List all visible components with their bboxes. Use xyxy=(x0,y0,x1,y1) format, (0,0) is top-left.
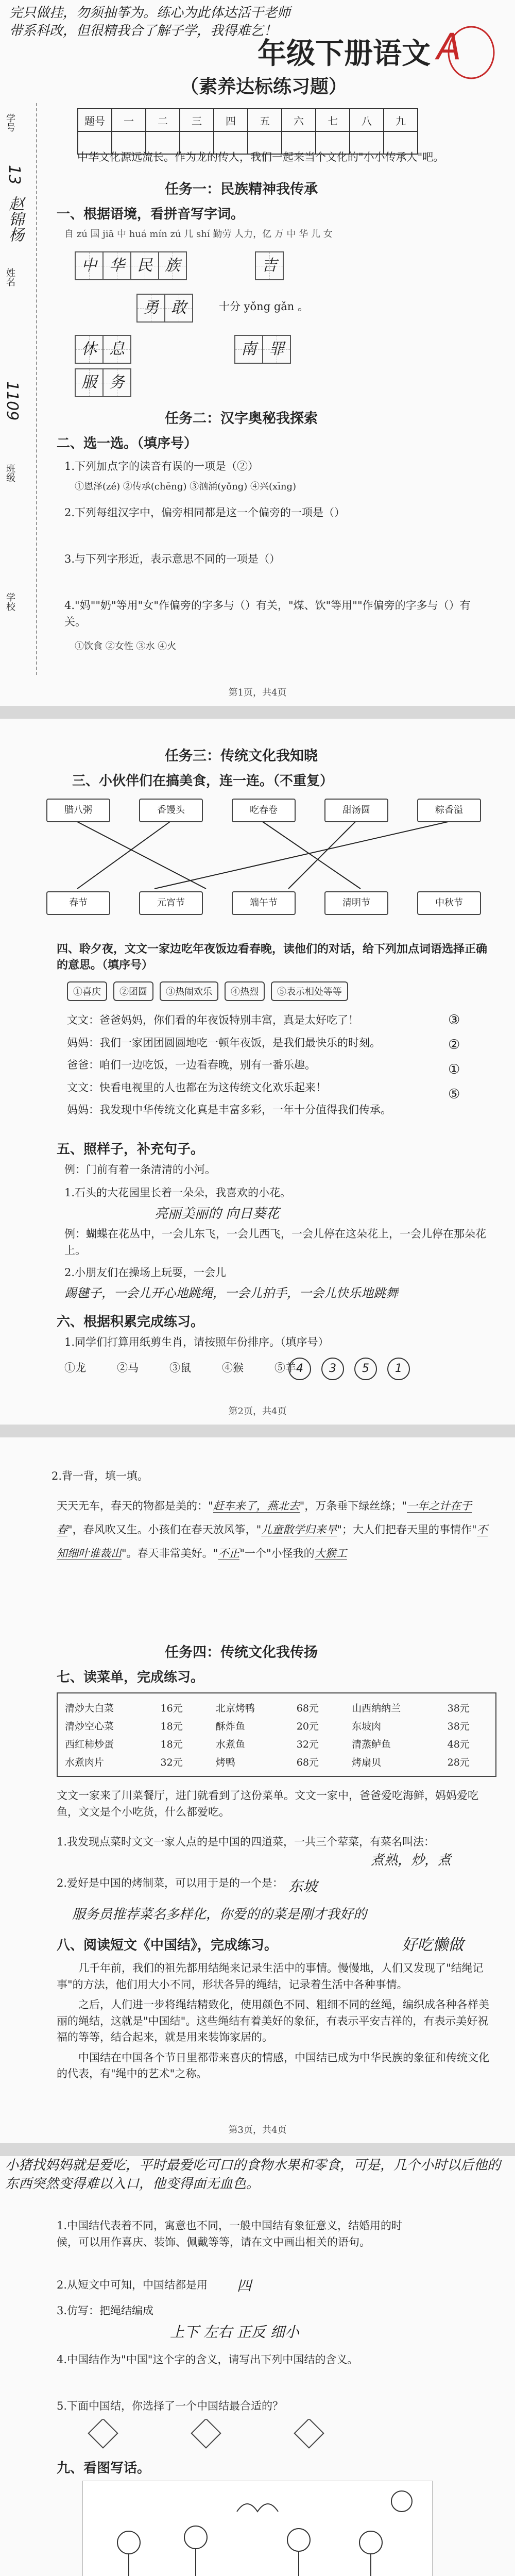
q7-item-3-answer[interactable]: 服务员推荐菜名多样化，你爱的的菜是刚才我好的 xyxy=(72,1907,367,1922)
intro-text: 中华文化源远流长。作为龙的传人，我们一起来当个文化的"小小传承人"吧。 xyxy=(77,151,444,163)
exam-subtitle: （素养达标练习题） xyxy=(180,76,348,97)
q8-item-4: 4.中国结作为"中国"这个字的含义，请写出下列中国结的含义。 xyxy=(57,2353,358,2366)
page-footer: 第1页，共4页 xyxy=(228,687,287,698)
dish-price: 38元 xyxy=(447,1703,470,1714)
q8-item-2: 2.从短文中可知，中国结都是用 xyxy=(57,2279,208,2291)
q4-option: ①喜庆 xyxy=(67,981,107,1001)
food-option[interactable]: 腊八粥 xyxy=(46,799,110,822)
q7-title: 七、读菜单，完成练习。 xyxy=(57,1670,204,1685)
dish-price: 18元 xyxy=(160,1721,183,1732)
grade-mark: A xyxy=(437,26,461,68)
q2-item-4-options: ①饮食 ②女性 ③水 ④火 xyxy=(75,641,177,652)
festival-option[interactable]: 清明节 xyxy=(324,891,388,915)
exam-page-4 xyxy=(0,2156,515,2576)
value-name[interactable]: 赵锦杨 xyxy=(6,196,24,242)
zodiac-item: ③鼠 xyxy=(169,1362,191,1374)
q1-cell[interactable]: 敢 xyxy=(164,294,193,323)
label-class: 班级 xyxy=(5,464,15,482)
q1-cell[interactable]: 南 xyxy=(234,335,263,364)
q4-option: ⑤表示相处等等 xyxy=(271,981,348,1001)
q2-item-1-options: ①恩泽(zé) ②传承(chēng) ③汹涌(yǒng) ④兴(xīng) xyxy=(75,481,297,492)
zodiac-item: ④猴 xyxy=(222,1362,244,1374)
q1-box-row-5 xyxy=(234,335,290,364)
q8-item-3: 3.仿写：把绳结编成 xyxy=(57,2304,154,2317)
q2-item-2: 2.下列每组汉字中，偏旁相同都是这一个偏旁的一项是（） xyxy=(64,506,346,519)
page-footer: 第3页，共4页 xyxy=(228,2125,287,2136)
q2-title: 二、选一选。（填序号） xyxy=(57,436,198,451)
score-header-cell: 题号 xyxy=(78,109,112,131)
dish-price: 16元 xyxy=(160,1703,183,1714)
handwritten-note-top: 完只做挂，勿须抽筝为。练心为此体达活干老师带系科改，但很精我合了解子学，我得难乞！ xyxy=(9,5,291,39)
poem-text: "；大人们把春天里的事情作" xyxy=(337,1523,477,1536)
score-header-cell: 七 xyxy=(316,109,350,131)
festival-option[interactable]: 中秋节 xyxy=(417,891,481,915)
q5-item-3: 2.小朋友们在操场上玩耍，一会儿 xyxy=(64,1266,227,1279)
q4-answer[interactable]: ⑤ xyxy=(448,1087,460,1102)
dish-price: 68元 xyxy=(296,1703,319,1714)
dialog-line: 文文：爸爸妈妈，你们看的年夜饭特别丰富，真是太好吃了！ xyxy=(67,1014,359,1026)
q1-cell[interactable]: 服 xyxy=(75,368,104,397)
picture-story-illustration xyxy=(82,2481,433,2576)
poem-answer[interactable]: 不知细叶谁裁出 xyxy=(57,1523,488,1560)
q5-item-1: 1.石头的大花园里长着一朵朵，我喜欢的小花。 xyxy=(64,1187,291,1199)
q7-item-2: 2.爱好是中国的烤制菜，可以用于是的一个是： xyxy=(57,1877,284,1889)
dish-price: 38元 xyxy=(447,1721,470,1732)
zodiac-item: ⑤羊 xyxy=(274,1362,296,1374)
dish-name: 清炒大白菜 xyxy=(65,1703,114,1714)
q4-answer[interactable]: ② xyxy=(448,1037,460,1053)
dish-name: 烤鸭 xyxy=(215,1757,235,1768)
exam-page-2 xyxy=(0,719,515,1425)
q1-cell[interactable]: 吉 xyxy=(255,251,284,280)
q1-cell[interactable]: 族 xyxy=(158,251,187,280)
q1-box-row-1 xyxy=(75,251,186,280)
score-header-cell: 九 xyxy=(384,109,418,131)
score-table xyxy=(77,108,418,155)
q5-item-2: 例：蝴蝶在花丛中，一会儿东飞，一会儿西飞，一会儿停在这朵花上，一会儿停在那朵花上。 xyxy=(64,1228,486,1257)
poem-answer[interactable]: 赶车来了，燕北去 xyxy=(213,1500,300,1512)
q1-text-2: 十分 yǒng gǎn 。 xyxy=(219,300,308,313)
q1-area xyxy=(64,227,487,392)
q3-title: 三、小伙伴们在搞美食，连一连。（不重复） xyxy=(72,773,334,789)
dialog-line: 文文：快看电视里的人也都在为这传统文化欢乐起来！ xyxy=(67,1081,327,1094)
q4-answer[interactable]: ① xyxy=(448,1062,460,1077)
menu-row xyxy=(58,1717,495,1735)
food-option[interactable]: 吃春卷 xyxy=(232,799,296,822)
dish-price: 18元 xyxy=(160,1739,183,1750)
article-paragraph: 几千年前，我们的祖先都用结绳来记录生活中的事情。慢慢地，人们又发现了"结绳记事"的方法，他们用大小不同，形状各异的绳结，记录着生活中各种事情。 xyxy=(57,1962,484,1991)
q1-box-row-6 xyxy=(75,368,130,397)
q1-cell[interactable]: 中 xyxy=(75,251,104,280)
zodiac-answer[interactable]: 5 xyxy=(354,1358,377,1380)
dish-price: 68元 xyxy=(296,1757,319,1768)
dish-price: 28元 xyxy=(447,1757,470,1768)
task1-title: 任务一：民族精神我传承 xyxy=(165,181,318,197)
q6-item-1: 1.同学们打算用纸剪生肖，请按照年份排序。（填序号） xyxy=(64,1336,329,1348)
label-name: 姓名 xyxy=(5,268,15,286)
dish-name: 山西纳纳兰 xyxy=(352,1703,401,1714)
q8-item-3-answer[interactable]: 上下 左右 正反 细小 xyxy=(170,2324,299,2341)
q1-cell[interactable]: 民 xyxy=(130,251,159,280)
q1-cell[interactable]: 勇 xyxy=(136,294,165,323)
q5-title: 五、照样子，补充句子。 xyxy=(57,1142,204,1157)
dish-name: 烤扇贝 xyxy=(352,1757,382,1768)
score-circle-icon xyxy=(443,21,500,82)
food-option[interactable]: 粽香溢 xyxy=(417,799,481,822)
menu-row xyxy=(58,1753,495,1771)
score-header-cell: 三 xyxy=(180,109,214,131)
dialog-line: 妈妈：我发现中华传统文化真是丰富多彩，一年十分值得我们传承。 xyxy=(67,1104,391,1116)
q4-answer[interactable]: ③ xyxy=(448,1012,460,1028)
task4-title: 任务四：传统文化我传扬 xyxy=(165,1645,318,1660)
festival-option[interactable]: 元宵节 xyxy=(139,891,203,915)
q2-item-3: 3.与下列字形近，表示意思不同的一项是（） xyxy=(64,553,281,565)
dish-price: 32元 xyxy=(160,1757,183,1768)
matching-lines xyxy=(0,719,515,976)
menu-row xyxy=(58,1699,495,1717)
poem-answer[interactable]: 大猴工 xyxy=(314,1547,347,1560)
festival-option[interactable]: 端午节 xyxy=(232,891,296,915)
menu-box xyxy=(57,1692,496,1777)
q5-item-3-answer[interactable]: 踢毽子，一会儿开心地跳绳，一会儿拍手，一会儿快乐地跳舞 xyxy=(64,1286,398,1300)
q1-box-row-3 xyxy=(136,294,192,323)
poem-text: " xyxy=(213,1547,218,1560)
dish-price: 48元 xyxy=(447,1739,470,1750)
task3-title: 任务三：传统文化我知晓 xyxy=(165,748,318,764)
score-header-cell: 八 xyxy=(350,109,384,131)
zodiac-answer[interactable]: 4 xyxy=(288,1358,311,1380)
value-student-no[interactable]: 13 xyxy=(5,165,23,185)
q1-cell[interactable]: 务 xyxy=(102,368,131,397)
q7-item-1-answer[interactable]: 煮熟，炒，煮 xyxy=(371,1853,452,1868)
q1-cell[interactable]: 华 xyxy=(102,251,131,280)
q6-item-2: 2.背一背，填一填。 xyxy=(52,1470,149,1482)
dish-name: 水煮肉片 xyxy=(65,1757,105,1768)
zodiac-item: ②马 xyxy=(117,1362,139,1374)
dish-price: 20元 xyxy=(296,1721,319,1732)
dish-name: 东坡肉 xyxy=(352,1721,382,1732)
dialog-line: 爸爸：咱们一边吃饭，一边看春晚，别有一番乐趣。 xyxy=(67,1059,316,1071)
label-student-no: 学号 xyxy=(5,113,15,132)
dish-name: 酥炸鱼 xyxy=(215,1721,245,1732)
zodiac-answer[interactable]: 3 xyxy=(321,1358,344,1380)
zodiac-item: ①龙 xyxy=(64,1362,86,1374)
score-header-cell: 六 xyxy=(282,109,316,131)
score-header-cell: 五 xyxy=(248,109,282,131)
article-paragraph: 之后，人们进一步将绳结精致化，使用颜色不同、粗细不同的丝绳，编织成各种各样美丽的绳结，这就是"中国结"。这些绳结有着美好的象征，有表示平安吉祥的，有表示美好祝福的等等，结合起来，就是用来装饰家居的。 xyxy=(57,1998,489,2043)
dish-price: 32元 xyxy=(296,1739,319,1750)
q4-option: ②团圆 xyxy=(113,981,153,1001)
q5-example: 例：门前有着一条清清的小河。 xyxy=(64,1163,216,1176)
q8-item-1: 1.中国结代表着不同，寓意也不同，一般中国结有象征意义，结婚用的时候，可以用作喜庆、装饰、佩戴等等，请在文中画出相关的语句。 xyxy=(57,2219,403,2248)
food-option[interactable]: 香馒头 xyxy=(139,799,203,822)
q8-item-2-answer[interactable]: 四 xyxy=(237,2277,252,2294)
handwritten-note-page4: 小猪找妈妈就是爱吃，平时最爱吃可口的食物水果和零食，可是，几个小时以后他的东西突然变得难以入口，他变得面无血色。 xyxy=(5,2158,501,2192)
q4-title: 四、聆夕夜，文文一家边吃年夜饭边看春晚，读他们的对话，给下列加点词语选择正确的意思。（填序号） xyxy=(57,942,488,972)
poem-text: "。春天非常美好。 xyxy=(122,1547,213,1560)
label-school: 学校 xyxy=(5,592,15,611)
q7-item-2-answer[interactable]: 东坡 xyxy=(288,1878,318,1895)
poem-answer[interactable]: 不正 xyxy=(218,1547,240,1560)
q4-option: ③热闹欢乐 xyxy=(160,981,218,1001)
dialog-line: 妈妈：我们一家团团圆圆地吃一顿年夜饭，是我们最快乐的时刻。 xyxy=(67,1036,381,1049)
q1-pinyin: 自 zú 国 jiā 中 huá mín zú 几 shí 勤劳 人力，亿 万 中 华 儿 女 xyxy=(64,229,333,240)
dish-name: 清蒸鲈鱼 xyxy=(352,1739,391,1750)
q9-title: 九、看图写话。 xyxy=(57,2461,151,2476)
article-paragraph: 中国结在中国各个节日里都带来喜庆的情感，中国结已成为中华民族的象征和传统文化的代表，有"绳中的艺术"之称。 xyxy=(57,2051,489,2080)
task2-title: 任务二：汉字奥秘我探索 xyxy=(165,411,318,427)
exam-title: 年级下册语文 xyxy=(258,37,431,70)
q1-box-row-4 xyxy=(75,335,130,364)
poem-text: 天天无车，春天的物都是美的：" xyxy=(57,1500,213,1512)
dish-name: 水煮鱼 xyxy=(215,1739,245,1750)
food-option[interactable]: 甜汤圆 xyxy=(324,799,388,822)
exam-page-1 xyxy=(0,0,515,706)
q1-title: 一、根据语境，看拼音写字词。 xyxy=(57,207,245,222)
q2-item-4: 4."妈""奶"等用"女"作偏旁的字多与（）有关，"煤、饮"等用""作偏旁的字多与（）有关。 xyxy=(64,599,471,628)
q8-title: 八、阅读短文《中国结》，完成练习。 xyxy=(57,1938,278,1953)
score-header-cell: 一 xyxy=(112,109,146,131)
festival-option[interactable]: 春节 xyxy=(46,891,110,915)
chinese-knot-icons xyxy=(77,2419,366,2450)
q1-box-row-2 xyxy=(255,251,283,280)
q8-note: 好吃懒做 xyxy=(402,1936,464,1954)
score-header-cell: 四 xyxy=(214,109,248,131)
q1-cell[interactable]: 休 xyxy=(75,335,104,364)
poem-answer[interactable]: 一年之计在于春 xyxy=(57,1500,472,1536)
dish-name: 清炒空心菜 xyxy=(65,1721,114,1732)
q1-cell[interactable]: 息 xyxy=(102,335,131,364)
poem-text: "，万条垂下绿丝绦；" xyxy=(299,1500,407,1512)
poem-answer[interactable]: 儿童散学归来早 xyxy=(261,1523,337,1536)
value-class[interactable]: 1109 xyxy=(3,381,21,421)
zodiac-answer[interactable]: 1 xyxy=(387,1358,410,1380)
page-footer: 第2页，共4页 xyxy=(228,1406,287,1417)
dish-name: 西红柿炒蛋 xyxy=(65,1739,114,1750)
q1-cell[interactable]: 罪 xyxy=(262,335,291,364)
score-header-cell: 二 xyxy=(146,109,180,131)
poem-fill xyxy=(57,1494,494,1566)
q7-item-1: 1.我发现点菜时文文一家人点的是中国的四道菜，一共三个荤菜，有菜名叫法： xyxy=(57,1836,435,1848)
q6-title: 六、根据积累完成练习。 xyxy=(57,1314,204,1330)
poem-text: 小孩们在春天放风筝，" xyxy=(148,1523,262,1536)
binding-line xyxy=(36,103,37,675)
menu-row xyxy=(58,1735,495,1753)
poem-text: "一个"小怪我的 xyxy=(239,1547,315,1560)
poem-text: "，春风吹又生。 xyxy=(67,1523,148,1536)
exam-page-3 xyxy=(0,1437,515,2143)
q5-item-1-answer[interactable]: 亮丽美丽的 向日葵花 xyxy=(154,1206,280,1222)
q4-option: ④热烈 xyxy=(225,981,265,1001)
q7-intro: 文文一家来了川菜餐厅，进门就看到了这份菜单。文文一家中，爸爸爱吃海鲜，妈妈爱吃鱼，文文是个小吃货，什么都爱吃。 xyxy=(57,1789,478,1818)
dish-name: 北京烤鸭 xyxy=(215,1703,255,1714)
q2-item-1: 1.下列加点字的读音有误的一项是（②） xyxy=(64,460,259,472)
q8-item-5: 5.下面中国结，你选择了一个中国结最合适的？ xyxy=(57,2400,284,2412)
